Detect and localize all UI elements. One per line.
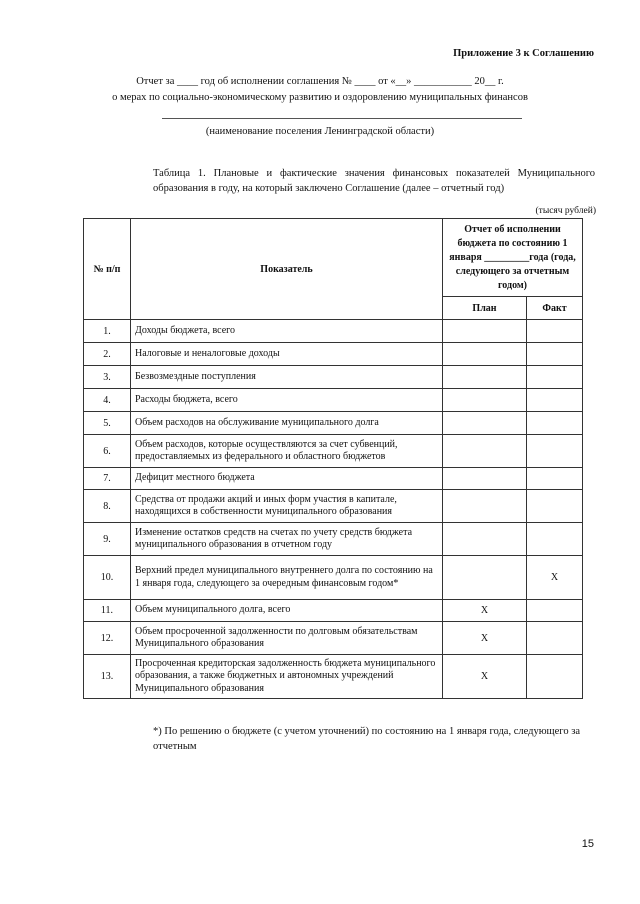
row-number: 1.: [84, 320, 131, 343]
row-plan-value: [443, 366, 527, 389]
row-number: 3.: [84, 366, 131, 389]
row-fact-value: [527, 468, 583, 490]
row-plan-value: [443, 343, 527, 366]
row-indicator: Безвозмездные поступления: [131, 366, 443, 389]
table-row: [84, 320, 583, 343]
row-fact-value: [527, 622, 583, 655]
row-number: 11.: [84, 600, 131, 622]
row-fact-value: [527, 389, 583, 412]
row-number: 5.: [84, 412, 131, 435]
row-fact-value: [527, 523, 583, 556]
row-indicator: Объем просроченной задолженности по долговым обязательствам Муниципального образования: [131, 622, 443, 655]
table-row: [84, 490, 583, 523]
settlement-name-caption: (наименование поселения Ленинградской области): [205, 126, 435, 137]
row-number: 7.: [84, 468, 131, 490]
unit-label: (тысяч рублей): [535, 206, 596, 216]
row-number: 2.: [84, 343, 131, 366]
row-indicator: Объем расходов на обслуживание муниципального долга: [131, 412, 443, 435]
row-fact-value: [527, 343, 583, 366]
header-num: № п/п: [84, 219, 131, 320]
footnote: *) По решению о бюджете (с учетом уточнений) по состоянию на 1 января года, следующего за отчетным: [153, 726, 581, 752]
table-row: [84, 366, 583, 389]
row-indicator: Верхний предел муниципального внутреннего долга по состоянию на 1 января года, следующего за очередным финансовым годом*: [131, 556, 443, 600]
row-number: 12.: [84, 622, 131, 655]
row-plan-value: [443, 523, 527, 556]
row-fact-value: [527, 600, 583, 622]
header-indicator: Показатель: [131, 219, 443, 320]
row-plan-value: X: [443, 655, 527, 699]
table-body: [84, 320, 583, 699]
row-indicator: Доходы бюджета, всего: [131, 320, 443, 343]
table-row: [84, 412, 583, 435]
row-indicator: Просроченная кредиторская задолженность бюджета муниципального образования, а также бюджетных и автономных учреждений Муниципального образования: [131, 655, 443, 699]
row-fact-value: [527, 412, 583, 435]
row-plan-value: X: [443, 600, 527, 622]
row-plan-value: [443, 556, 527, 600]
row-plan-value: [443, 468, 527, 490]
table-row: [84, 655, 583, 699]
row-plan-value: [443, 435, 527, 468]
row-indicator: Расходы бюджета, всего: [131, 389, 443, 412]
row-number: 9.: [84, 523, 131, 556]
row-number: 8.: [84, 490, 131, 523]
table-row: [84, 389, 583, 412]
row-fact-value: [527, 435, 583, 468]
row-plan-value: [443, 320, 527, 343]
indicators-table: [83, 218, 583, 699]
row-number: 10.: [84, 556, 131, 600]
table-row: [84, 622, 583, 655]
row-indicator: Объем расходов, которые осуществляются за счет субвенций, предоставляемых из федерального и областного бюджетов: [131, 435, 443, 468]
row-indicator: Объем муниципального долга, всего: [131, 600, 443, 622]
header-plan: План: [443, 297, 527, 320]
row-fact-value: [527, 490, 583, 523]
row-number: 13.: [84, 655, 131, 699]
appendix-label: Приложение 3 к Соглашению: [453, 48, 594, 59]
row-plan-value: X: [443, 622, 527, 655]
row-indicator: Средства от продажи акций и иных форм участия в капитале, находящихся в собственности муниципального образования: [131, 490, 443, 523]
row-fact-value: [527, 320, 583, 343]
row-plan-value: [443, 389, 527, 412]
table-row: [84, 523, 583, 556]
table-row: [84, 468, 583, 490]
row-fact-value: [527, 655, 583, 699]
row-number: 6.: [84, 435, 131, 468]
table-caption: Таблица 1. Плановые и фактические значения финансовых показателей Муниципального образования в году, на который заключено Соглашение (далее – отчетный год): [153, 168, 595, 194]
report-title-line2: о мерах по социально-экономическому развитию и оздоровлению муниципальных финансов: [112, 92, 528, 103]
header-fact: Факт: [527, 297, 583, 320]
report-title-line1: Отчет за ____ год об исполнении соглашения № ____ от «__» ___________ 20__ г.: [136, 76, 504, 87]
row-number: 4.: [84, 389, 131, 412]
name-underline: [162, 118, 522, 119]
table-row: [84, 556, 583, 600]
row-fact-value: X: [527, 556, 583, 600]
row-plan-value: [443, 412, 527, 435]
row-plan-value: [443, 490, 527, 523]
page-number: 15: [581, 838, 594, 850]
row-fact-value: [527, 366, 583, 389]
row-indicator: Налоговые и неналоговые доходы: [131, 343, 443, 366]
table-row: [84, 435, 583, 468]
row-indicator: Изменение остатков средств на счетах по учету средств бюджета муниципального образования в отчетном году: [131, 523, 443, 556]
header-report: Отчет об исполнении бюджета по состоянию 1 января _________года (года, следующего за отчетным годом): [443, 219, 583, 297]
table-row: [84, 343, 583, 366]
table-row: [84, 600, 583, 622]
row-indicator: Дефицит местного бюджета: [131, 468, 443, 490]
